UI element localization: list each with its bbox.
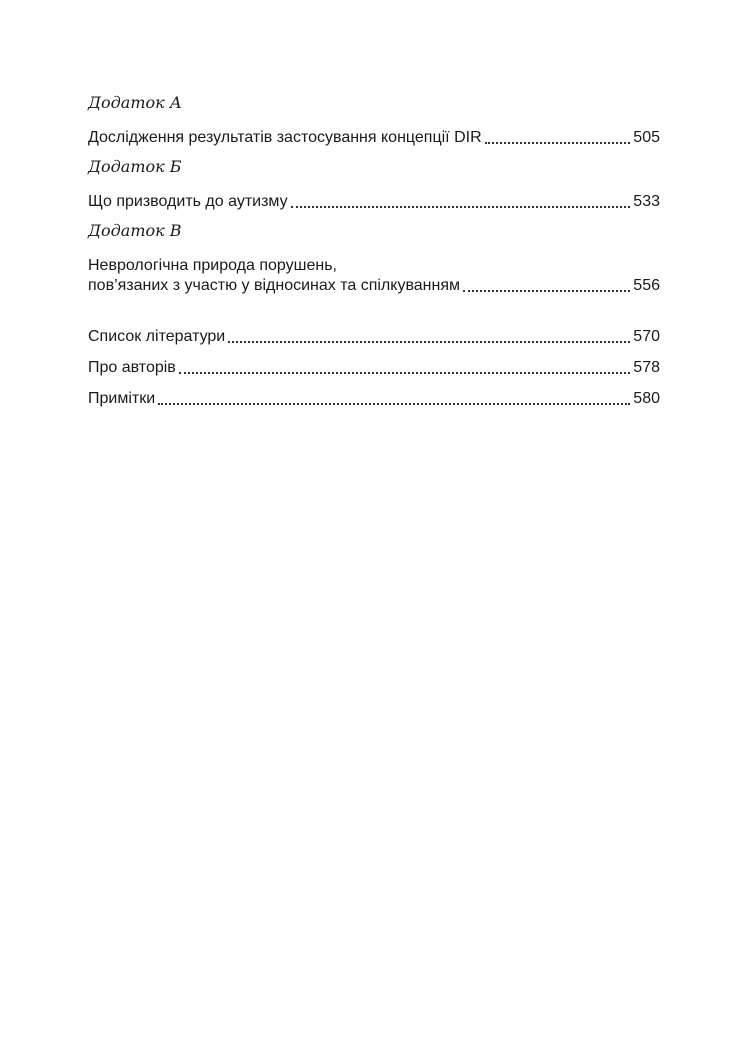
toc-entry-page-number: 570 <box>633 328 660 345</box>
toc-entry-notes[interactable] <box>88 386 660 417</box>
toc-entry-appendix-c[interactable] <box>88 246 660 304</box>
toc-entry-title: Що призводить до аутизму <box>88 193 288 210</box>
dot-leader <box>179 371 631 374</box>
dot-leader <box>291 205 631 208</box>
dot-leader <box>463 289 630 292</box>
section-spacer <box>88 304 660 324</box>
appendix-b-heading: Додаток Б <box>88 157 182 176</box>
table-of-contents <box>88 92 660 417</box>
toc-entry-page-number: 580 <box>633 390 660 407</box>
toc-entry-about-authors[interactable] <box>88 355 660 386</box>
toc-entry-page-number: 505 <box>633 129 660 146</box>
toc-entry-page-number: 578 <box>633 359 660 376</box>
toc-entry-appendix-a[interactable] <box>88 118 660 156</box>
appendix-c-heading: Додаток В <box>88 221 182 240</box>
toc-entry-title: Про авторів <box>88 359 176 376</box>
toc-entry-page-number: 556 <box>633 277 660 294</box>
toc-entry-title: Список літератури <box>88 328 226 345</box>
appendix-a-heading: Додаток А <box>88 93 182 112</box>
toc-entry-title: Примітки <box>88 390 156 407</box>
appendix-c-section <box>88 220 660 304</box>
dot-leader <box>228 340 630 343</box>
toc-entry-appendix-b[interactable] <box>88 182 660 220</box>
dot-leader <box>485 141 631 144</box>
appendix-a-section <box>88 92 660 156</box>
toc-entry-bibliography[interactable] <box>88 324 660 355</box>
appendix-b-section <box>88 156 660 220</box>
back-matter-section <box>88 324 660 417</box>
dot-leader <box>158 402 630 405</box>
toc-entry-title-line-2: пов’язаних з участю у відносинах та спілкуванням <box>88 277 460 294</box>
toc-entry-title <box>88 256 460 296</box>
toc-entry-title: Дослідження результатів застосування концепції DIR <box>88 129 482 146</box>
toc-entry-title-line-1: Неврологічна природа порушень, <box>88 257 337 274</box>
toc-entry-page-number: 533 <box>633 193 660 210</box>
